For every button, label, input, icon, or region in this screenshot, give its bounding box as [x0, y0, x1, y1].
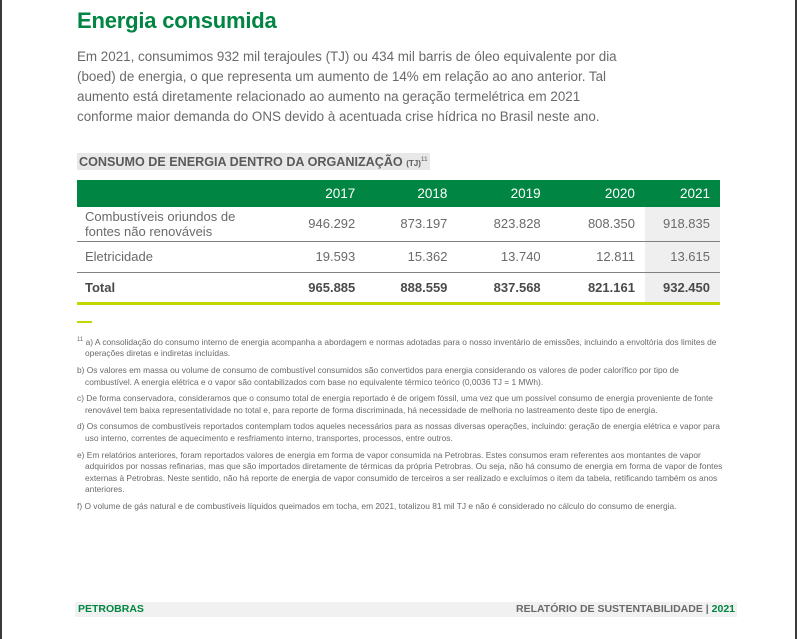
footer-report-title — [516, 603, 735, 615]
cell-value: 837.568 — [457, 272, 550, 303]
table-unit: (TJ) — [406, 159, 421, 168]
footnote-ref: 11 — [420, 155, 428, 163]
column-header-2020: 2020 — [551, 180, 645, 207]
row-label: Combustíveis oriundos de fontes não renováveis — [77, 207, 265, 241]
cell-value: 13.740 — [457, 241, 550, 272]
footnotes — [77, 335, 725, 518]
page-edge-left — [0, 0, 2, 639]
table-header-row — [77, 180, 720, 207]
footer-brand: PETROBRAS — [78, 603, 144, 615]
page-footer — [75, 602, 737, 617]
cell-value-highlight: 918.835 — [645, 207, 720, 241]
cell-value: 965.885 — [265, 272, 366, 303]
footnote-b: b) Os valores em massa ou volume de consumo de combustível consumidos são convertidos para energia considerando os valores de poder calorífico por tipo de combustível. A energia elétrica e o vapor são contabilizados com base no equivalente térmico teórico (0,0036 TJ = 1 MWh). — [77, 364, 679, 387]
table-row-electricity — [77, 241, 720, 272]
column-header-2018: 2018 — [365, 180, 457, 207]
column-header-2017: 2017 — [265, 180, 366, 207]
footnote-c: c) De forma conservadora, consideramos que o consumo total de energia reportado é de origem fóssil, uma vez que um possível consumo de energia proveniente de fonte renovável tem baixa representatividade no total e, para reporte de forma discriminada, há necessidade de melhoria no lastreamento deste tipo de energia. — [77, 393, 713, 415]
footnote-marker: 11 — [77, 337, 84, 343]
cell-value: 808.350 — [551, 207, 645, 241]
cell-value: 873.197 — [365, 207, 457, 241]
footnote-a — [77, 335, 725, 360]
intro-paragraph: Em 2021, consumimos 932 mil terajoules (TJ) ou 434 mil barris de óleo equivalente por dia (boed) de energia, o que representa um aumento de 14% em relação ao ano anterior. Tal aumento está diretamente relacionado ao aumento na geração termelétrica em 2021 conforme maior demanda do ONS devido à acentuada crise hídrica no Brasil neste ano. — [77, 49, 617, 124]
column-header-2019: 2019 — [457, 180, 550, 207]
cell-value-highlight: 13.615 — [645, 241, 720, 272]
table-heading — [77, 153, 430, 170]
table-heading-text: CONSUMO DE ENERGIA DENTRO DA ORGANIZAÇÃO — [79, 155, 403, 169]
footnote-d: d) Os consumos de combustíveis reportados contemplam todos aqueles necessários para as nossas diversas operações, incluindo: geração de energia elétrica e vapor para uso interno, correntes de aquecimento e resfriamento interno, transportes, processos, entre outros. — [77, 421, 720, 443]
accent-divider — [77, 321, 92, 323]
footnote-text: a) A consolidação do consumo interno de energia acompanha a abordagem e normas adotadas para o nosso inventário de emissões, incluindo a envoltória dos limites de operações diretas e indiretas incluídas. — [85, 336, 717, 359]
cell-value-highlight: 932.450 — [645, 272, 720, 303]
cell-value: 823.828 — [457, 207, 550, 241]
energy-consumption-table — [77, 180, 720, 305]
column-header-2021: 2021 — [645, 180, 720, 207]
page-title: Energia consumida — [77, 8, 277, 33]
row-label: Total — [77, 272, 265, 303]
cell-value: 12.811 — [551, 241, 645, 272]
cell-value: 15.362 — [365, 241, 457, 272]
table-row-total — [77, 272, 720, 303]
column-header-label — [77, 180, 265, 207]
footer-report-text: RELATÓRIO DE SUSTENTABILIDADE — [515, 603, 703, 615]
footer-year: 2021 — [711, 603, 735, 615]
table-row-fuels — [77, 207, 720, 241]
cell-value: 888.559 — [365, 272, 457, 303]
cell-value: 19.593 — [265, 241, 366, 272]
cell-value: 821.161 — [551, 272, 645, 303]
cell-value: 946.292 — [265, 207, 366, 241]
footnote-f: f) O volume de gás natural e de combustíveis líquidos queimados em tocha, em 2021, totalizou 81 mil TJ e não é considerado no cálculo do consumo de energia. — [77, 500, 677, 511]
footnote-e: e) Em relatórios anteriores, foram reportados valores de energia em forma de vapor consumida na Petrobras. Estes consumos eram referentes aos montantes de vapor adquiridos por nossas refinarias, mas que são importados diretamente de térmicas da própria Petrobras. Ou seja, não há consumo de energia em forma de vapor de fontes externas à Petrobras. Neste sentido, não há reporte de energia de vapor consumido de terceiros a ser realizado e excluímos o item da tabela, retificando também os anos anteriores. — [77, 449, 723, 495]
row-label: Eletricidade — [77, 241, 265, 272]
footer-separator: | — [702, 603, 712, 615]
